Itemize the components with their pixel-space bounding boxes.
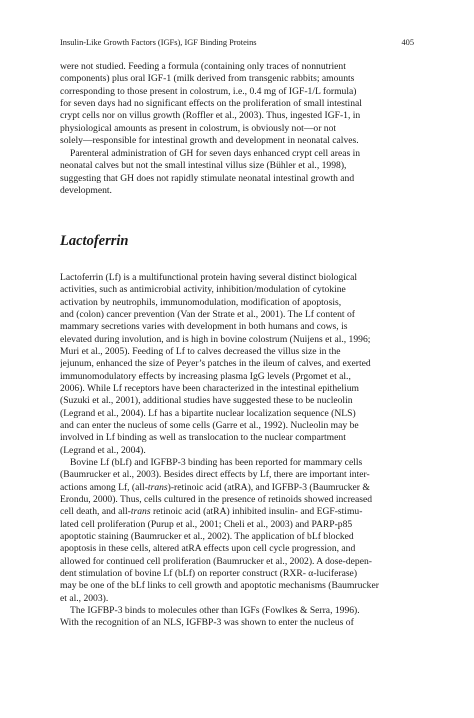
text-line: elevated during involution, and is high in bovine colostrum (Nuijens et al., 1996; [60,333,371,345]
intro-paragraph-1 [60,61,414,147]
text-line: Muri et al., 2005). Feeding of Lf to calves decreased the villus size in the [60,346,341,358]
text-line: (Suzuki et al., 2001), additional studies have suggested these to be nucleolin [60,395,353,407]
text-line: suggesting that GH does not rapidly stimulate neonatal intestinal growth and [60,172,355,184]
text-line: development. [60,185,112,197]
intro-paragraph-2 [60,148,414,197]
lactoferrin-paragraph-2 [60,457,414,605]
text-line: (Legrand et al., 2004). Lf has a bipartite nuclear localization sequence (NLS) [60,407,356,419]
text-line: apoptotic staining (Baumrucker et al., 2002). The application of bLf blocked [60,531,354,543]
text-line: immunomodulatory effects by increasing plasma IgG levels (Prgomet et al., [60,370,351,382]
text-line: physiological amounts as present in colostrum, is obviously not—or not [60,122,337,134]
text-line: et al., 2003). [60,592,109,604]
lactoferrin-paragraph-3 [60,605,414,630]
text-line: (Legrand et al., 2004). [60,444,146,456]
text-line: were not studied. Feeding a formula (containing only traces of nonnutrient [60,61,346,72]
text-line: mammary secretions varies with development in both humans and cows, is [60,321,348,333]
text-line: corresponding to those present in colostrum, i.e., 0.4 mg of IGF-1/L formula) [60,85,357,97]
text-line: jejunum, enhanced the size of Peyer’s patches in the ileum of calves, and exerted [60,358,371,370]
text-line: cell death, and all-trans retinoic acid (atRA) inhibited insulin- and EGF-stimu- [60,506,363,518]
text-line: Lactoferrin (Lf) is a multifunctional protein having several distinct biological [60,272,358,283]
text-line: may be one of the bLf links to cell growth and apoptotic mechanisms (Baumrucker [60,580,379,592]
text-line: for seven days had no significant effects on the proliferation of small intestinal [60,98,362,110]
lactoferrin-paragraph-1 [60,272,414,457]
text-line: The IGFBP-3 binds to molecules other than IGFs (Fowlkes & Serra, 1996). [70,605,360,616]
text-line: solely—responsible for intestinal growth and development in neonatal calves. [60,135,359,147]
text-line: With the recognition of an NLS, IGFBP-3 was shown to enter the nucleus of [60,617,354,629]
running-title: Insulin-Like Growth Factors (IGFs), IGF Binding Proteins [60,38,257,47]
text-line: activities, such as antimicrobial activity, inhibition/modulation of cytokine [60,284,346,296]
text-line: lated cell proliferation (Purup et al., 2001; Cheli et al., 2003) and PARP-p85 [60,518,353,530]
text-line: (Baumrucker et al., 2003). Besides direct effects by Lf, there are important inter- [60,469,370,481]
text-line: components) plus oral IGF-1 (milk derived from transgenic rabbits; amounts [60,73,355,85]
text-line: actions among Lf, (all-trans)-retinoic acid (atRA), and IGFBP-3 (Baumrucker & [60,481,370,493]
text-line: crypt cells nor on villus growth (Roffler et al., 2003). Thus, ingested IGF-1, in [60,110,361,122]
running-header [60,38,414,48]
text-line: Erondu, 2000). Thus, cells cultured in the presence of retinoids showed increased [60,494,373,506]
text-line: involved in Lf binding as well as translocation to the nuclear compartment [60,432,346,444]
text-line: 2006). While Lf receptors have been characterized in the intestinal epithelium [60,383,359,395]
text-line: allowed for continued cell proliferation (Baumrucker et al., 2002). A dose-depen- [60,555,372,567]
text-line: apoptosis in these cells, altered atRA effects upon cell cycle progression, and [60,543,356,555]
text-line: activation by neutrophils, immunomodulation, modification of apoptosis, [60,296,342,308]
text-line: dent stimulation of bovine Lf (bLf) on reporter construct (RXR- α-luciferase) [60,568,358,580]
page-number: 405 [401,38,414,47]
text-line: and can enter the nucleus of some cells (Garre et al., 1992). Nucleolin may be [60,420,359,432]
text-line: Bovine Lf (bLf) and IGFBP-3 binding has been reported for mammary cells [70,457,363,468]
text-line: and (colon) cancer prevention (Van der Strate et al., 2001). The Lf content of [60,309,355,321]
text-line: neonatal calves but not the small intestinal villus size (Bühler et al., 1998), [60,160,347,172]
text-line: Parenteral administration of GH for seven days enhanced crypt cell areas in [70,148,361,159]
section-heading: Lactoferrin [60,233,129,249]
